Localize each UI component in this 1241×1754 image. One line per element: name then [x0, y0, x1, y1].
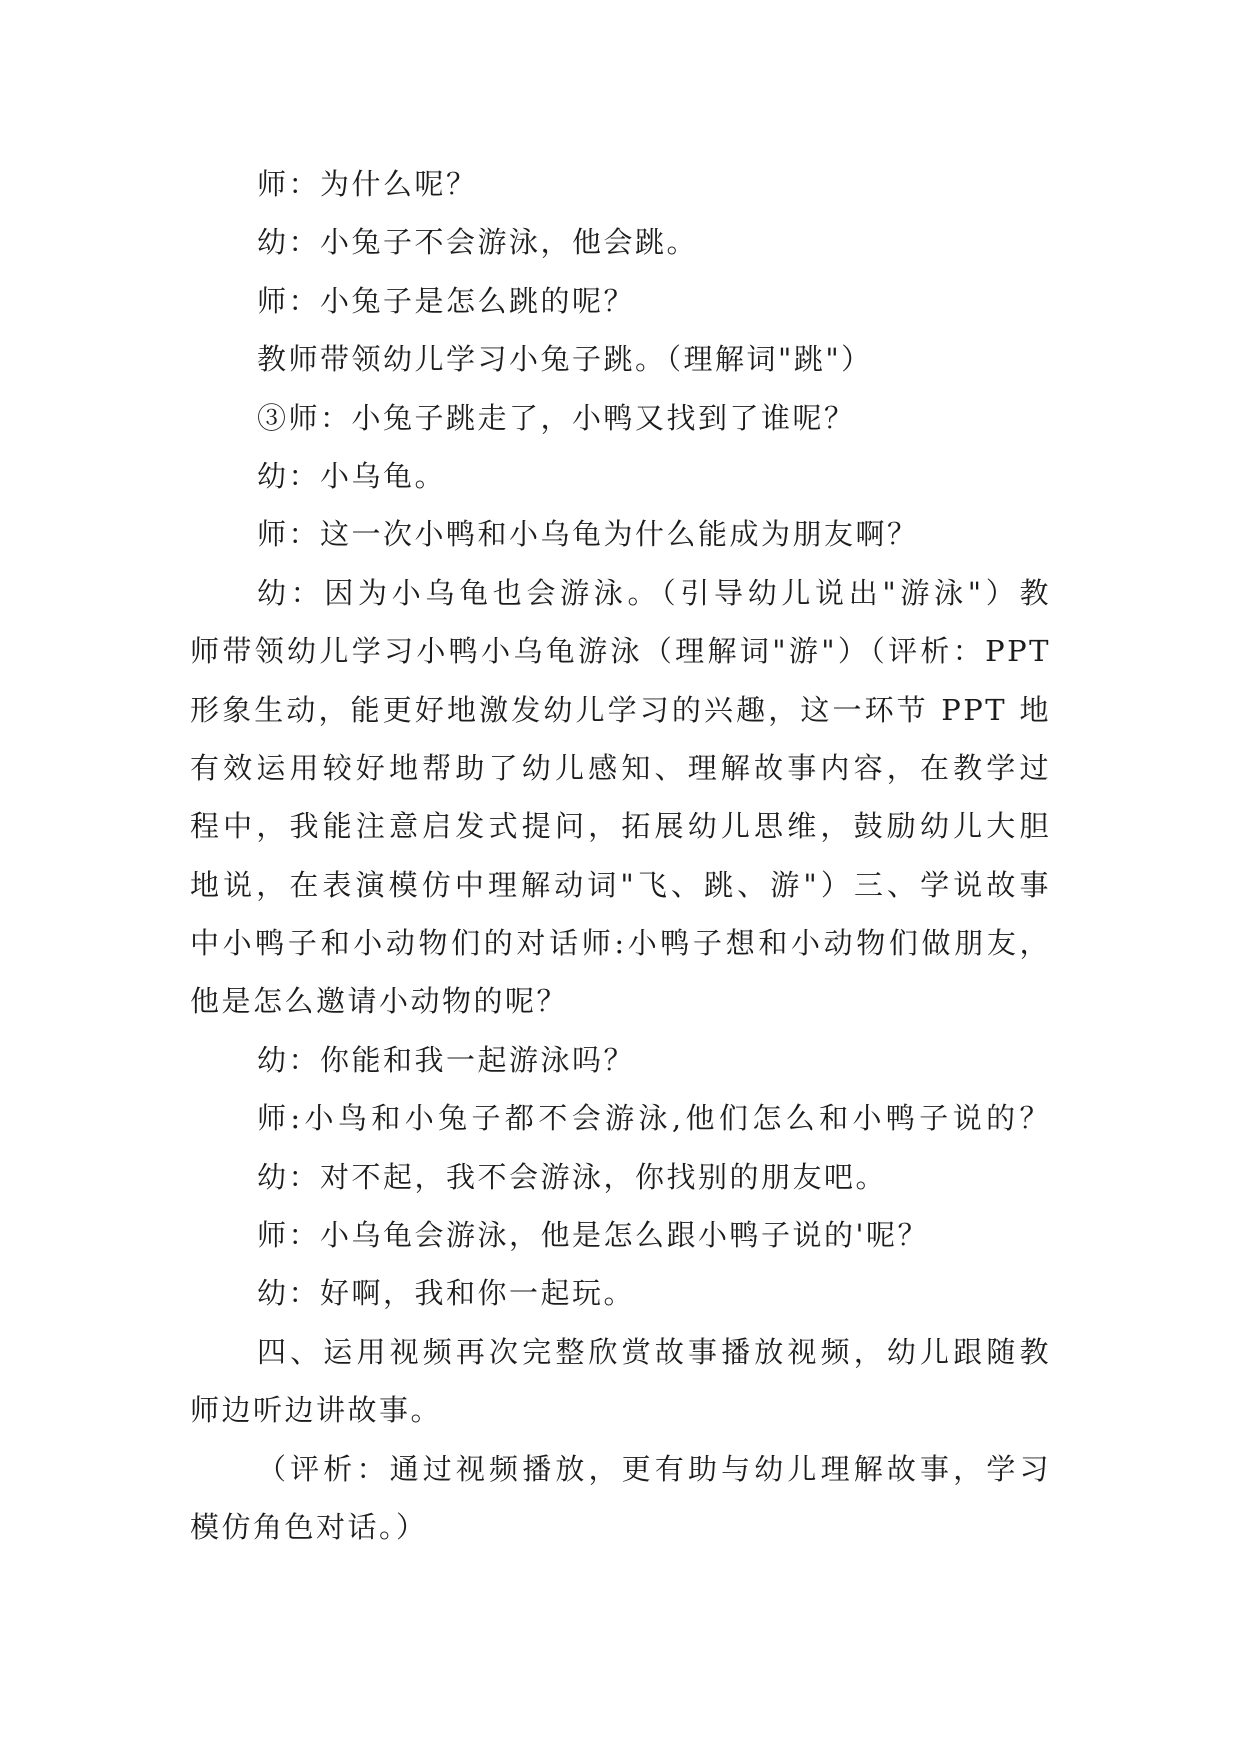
text-line: 教师带领幼儿学习小兔子跳。（理解词"跳"） — [257, 342, 873, 377]
text-line: 幼：因为小乌龟也会游泳。（引导幼儿说出"游泳"）教 — [257, 575, 1051, 610]
text-line: 幼：小乌龟。 — [257, 458, 447, 493]
paragraph — [190, 1264, 1051, 1322]
paragraph — [190, 330, 1051, 388]
text-line: 幼：小兔子不会游泳，他会跳。 — [257, 225, 699, 260]
paragraph — [190, 1089, 1051, 1147]
text-line: 师带领幼儿学习小鸭小乌龟游泳（理解词"游"）（评析：PPT — [190, 634, 1051, 669]
paragraph — [190, 155, 1051, 213]
paragraph — [190, 1323, 1051, 1440]
text-line: 师：小乌龟会游泳，他是怎么跟小鸭子说的'呢？ — [257, 1218, 929, 1253]
body-text — [190, 155, 1051, 1556]
text-line: ③师：小兔子跳走了，小鸭又找到了谁呢？ — [257, 400, 856, 435]
text-line: 幼：对不起，我不会游泳，你找别的朋友吧。 — [257, 1159, 888, 1194]
paragraph — [190, 447, 1051, 505]
paragraph — [190, 213, 1051, 271]
paragraph — [190, 1031, 1051, 1089]
text-line: 师：小兔子是怎么跳的呢？ — [257, 283, 636, 318]
text-line: 四、运用视频再次完整欣赏故事播放视频，幼儿跟随教 — [257, 1334, 1051, 1369]
paragraph — [190, 1148, 1051, 1206]
text-line: 师边听边讲故事。 — [190, 1393, 443, 1428]
paragraph — [190, 389, 1051, 447]
text-line: 师：为什么呢？ — [257, 167, 478, 201]
text-line: 幼：好啊，我和你一起玩。 — [257, 1276, 636, 1311]
text-line: 地说，在表演模仿中理解动词"飞、跳、游"）三、学说故事 — [190, 867, 1051, 902]
paragraph — [190, 1440, 1051, 1557]
paragraph — [190, 272, 1051, 330]
text-line: 程中，我能注意启发式提问，拓展幼儿思维，鼓励幼儿大胆 — [190, 809, 1051, 844]
text-line: （评析：通过视频播放，更有助与幼儿理解故事，学习 — [257, 1451, 1051, 1486]
paragraph — [190, 564, 1051, 1031]
text-line: 师:小鸟和小兔子都不会游泳,他们怎么和小鸭子说的？ — [257, 1101, 1051, 1136]
text-line: 有效运用较好地帮助了幼儿感知、理解故事内容，在教学过 — [190, 750, 1051, 785]
text-line: 他是怎么邀请小动物的呢？ — [190, 984, 569, 1019]
text-line: 形象生动，能更好地激发幼儿学习的兴趣，这一环节 PPT 地 — [190, 692, 1051, 727]
paragraph — [190, 505, 1051, 563]
text-line: 中小鸭子和小动物们的对话师:小鸭子想和小动物们做朋友， — [190, 926, 1051, 961]
text-line: 师：这一次小鸭和小乌龟为什么能成为朋友啊？ — [257, 517, 919, 552]
text-line: 幼：你能和我一起游泳吗？ — [257, 1042, 636, 1077]
text-line: 模仿角色对话。） — [190, 1509, 428, 1544]
paragraph — [190, 1206, 1051, 1264]
